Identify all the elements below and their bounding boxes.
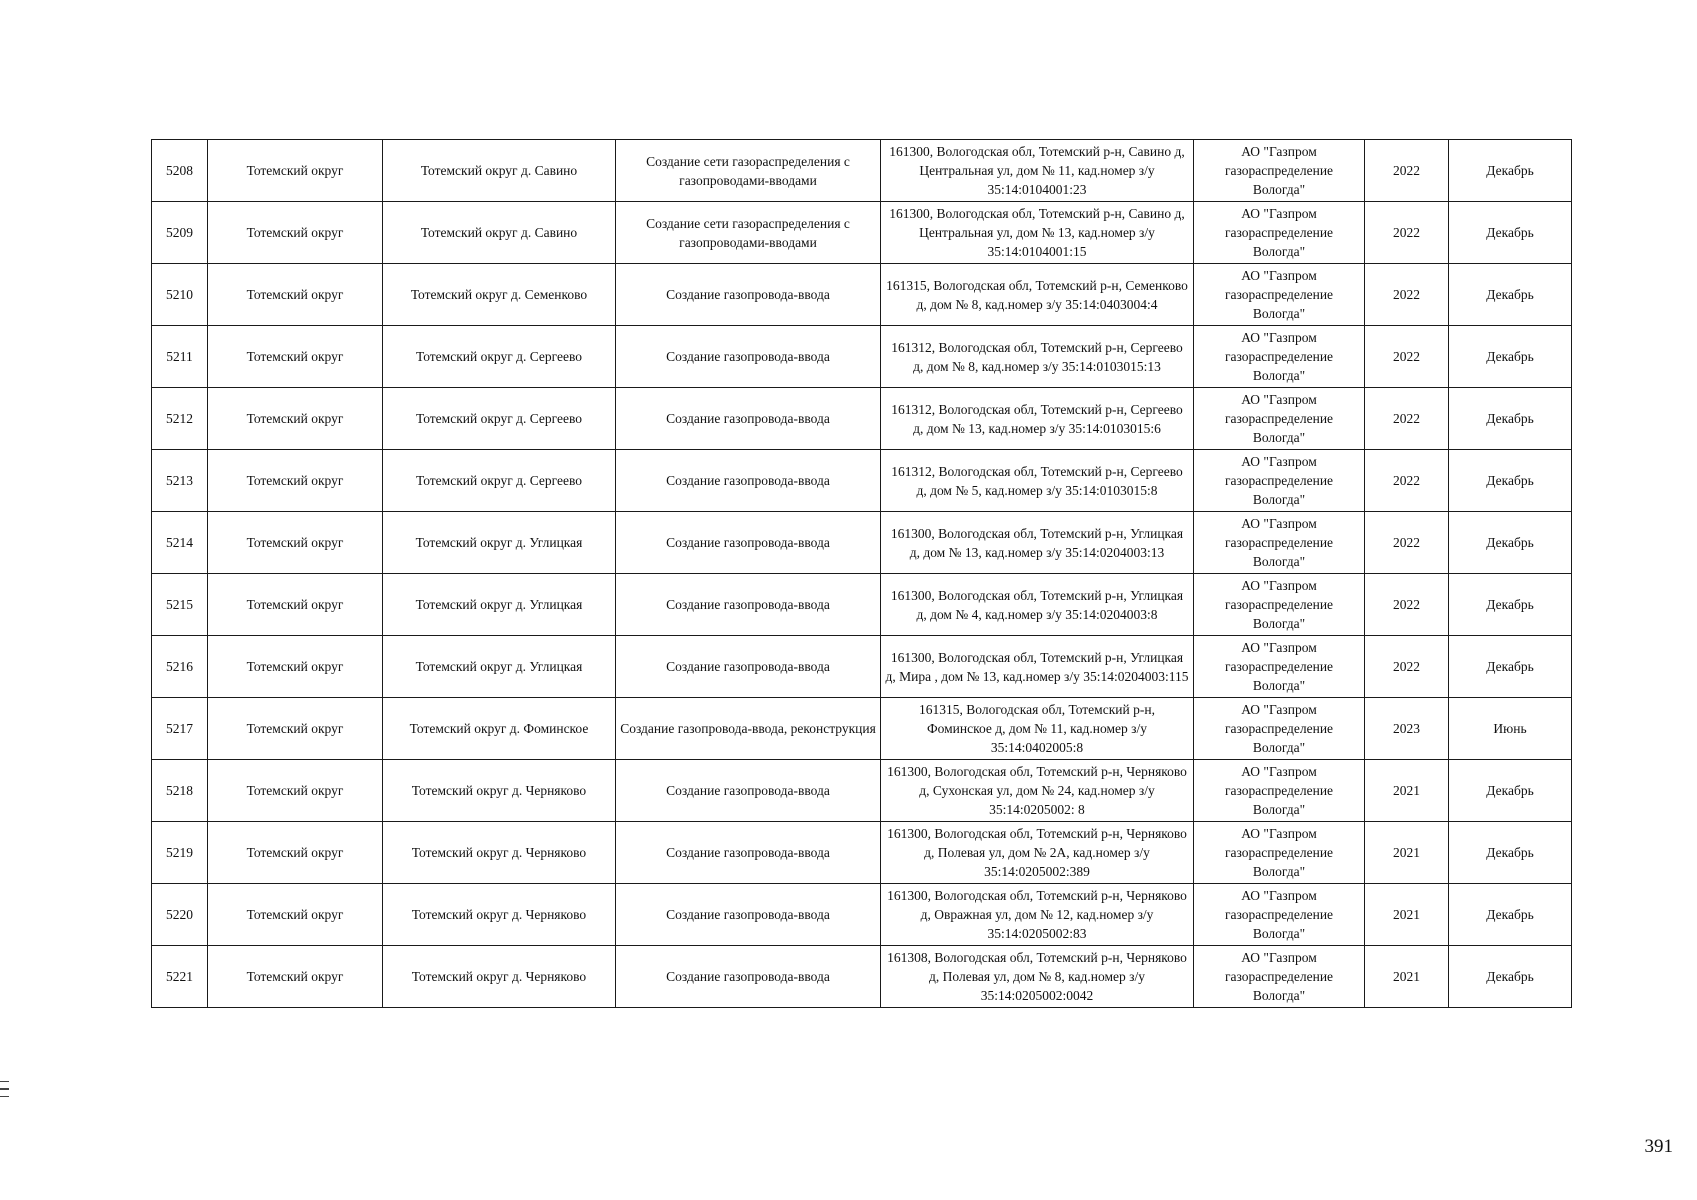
- cell-organization: АО "Газпром газораспределение Вологда": [1194, 450, 1365, 512]
- cell-district: Тотемский округ: [208, 698, 383, 760]
- cell-month: Декабрь: [1449, 202, 1572, 264]
- margin-marks: [0, 1081, 9, 1103]
- cell-address: 161300, Вологодская обл, Тотемский р-н, Савино д, Центральная ул, дом № 13, кад.номер з/у 35:14:0104001:15: [881, 202, 1194, 264]
- cell-year: 2022: [1365, 512, 1449, 574]
- cell-settlement: Тотемский округ д. Сергеево: [383, 326, 616, 388]
- cell-settlement: Тотемский округ д. Углицкая: [383, 636, 616, 698]
- cell-year: 2021: [1365, 822, 1449, 884]
- table-row: [152, 698, 1572, 760]
- cell-work-type: Создание газопровода-ввода: [616, 884, 881, 946]
- cell-organization: АО "Газпром газораспределение Вологда": [1194, 140, 1365, 202]
- cell-number: 5214: [152, 512, 208, 574]
- cell-number: 5219: [152, 822, 208, 884]
- cell-month: Декабрь: [1449, 946, 1572, 1008]
- cell-district: Тотемский округ: [208, 140, 383, 202]
- cell-work-type: Создание газопровода-ввода: [616, 636, 881, 698]
- cell-work-type: Создание газопровода-ввода: [616, 388, 881, 450]
- table-body: [152, 140, 1572, 1008]
- cell-organization: АО "Газпром газораспределение Вологда": [1194, 512, 1365, 574]
- cell-district: Тотемский округ: [208, 822, 383, 884]
- cell-year: 2021: [1365, 884, 1449, 946]
- cell-month: Декабрь: [1449, 512, 1572, 574]
- cell-settlement: Тотемский округ д. Черняково: [383, 760, 616, 822]
- cell-year: 2021: [1365, 946, 1449, 1008]
- cell-settlement: Тотемский округ д. Сергеево: [383, 450, 616, 512]
- cell-district: Тотемский округ: [208, 636, 383, 698]
- cell-number: 5218: [152, 760, 208, 822]
- cell-month: Декабрь: [1449, 884, 1572, 946]
- cell-month: Декабрь: [1449, 760, 1572, 822]
- cell-work-type: Создание газопровода-ввода: [616, 264, 881, 326]
- cell-organization: АО "Газпром газораспределение Вологда": [1194, 760, 1365, 822]
- cell-month: Декабрь: [1449, 636, 1572, 698]
- cell-work-type: Создание газопровода-ввода, реконструкция: [616, 698, 881, 760]
- cell-settlement: Тотемский округ д. Фоминское: [383, 698, 616, 760]
- cell-district: Тотемский округ: [208, 512, 383, 574]
- cell-address: 161300, Вологодская обл, Тотемский р-н, Черняково д, Сухонская ул, дом № 24, кад.номер з/у 35:14:0205002: 8: [881, 760, 1194, 822]
- cell-settlement: Тотемский округ д. Сергеево: [383, 388, 616, 450]
- cell-year: 2022: [1365, 388, 1449, 450]
- table-row: [152, 264, 1572, 326]
- cell-work-type: Создание газопровода-ввода: [616, 574, 881, 636]
- cell-year: 2022: [1365, 264, 1449, 326]
- gasification-table: [151, 139, 1572, 1008]
- table-row: [152, 512, 1572, 574]
- cell-month: Декабрь: [1449, 140, 1572, 202]
- cell-settlement: Тотемский округ д. Черняково: [383, 884, 616, 946]
- table-row: [152, 884, 1572, 946]
- cell-settlement: Тотемский округ д. Савино: [383, 202, 616, 264]
- cell-settlement: Тотемский округ д. Углицкая: [383, 512, 616, 574]
- cell-year: 2021: [1365, 760, 1449, 822]
- cell-number: 5216: [152, 636, 208, 698]
- cell-month: Декабрь: [1449, 264, 1572, 326]
- cell-address: 161300, Вологодская обл, Тотемский р-н, Черняково д, Овражная ул, дом № 12, кад.номер з/у 35:14:0205002:83: [881, 884, 1194, 946]
- cell-organization: АО "Газпром газораспределение Вологда": [1194, 884, 1365, 946]
- cell-year: 2022: [1365, 140, 1449, 202]
- cell-work-type: Создание газопровода-ввода: [616, 450, 881, 512]
- cell-district: Тотемский округ: [208, 202, 383, 264]
- cell-address: 161312, Вологодская обл, Тотемский р-н, Сергеево д, дом № 5, кад.номер з/у 35:14:0103015:8: [881, 450, 1194, 512]
- table-row: [152, 388, 1572, 450]
- cell-district: Тотемский округ: [208, 946, 383, 1008]
- cell-settlement: Тотемский округ д. Семенково: [383, 264, 616, 326]
- cell-work-type: Создание газопровода-ввода: [616, 326, 881, 388]
- cell-district: Тотемский округ: [208, 450, 383, 512]
- cell-organization: АО "Газпром газораспределение Вологда": [1194, 202, 1365, 264]
- cell-number: 5209: [152, 202, 208, 264]
- cell-work-type: Создание газопровода-ввода: [616, 946, 881, 1008]
- cell-district: Тотемский округ: [208, 388, 383, 450]
- table-row: [152, 946, 1572, 1008]
- cell-year: 2022: [1365, 636, 1449, 698]
- cell-organization: АО "Газпром газораспределение Вологда": [1194, 822, 1365, 884]
- cell-year: 2022: [1365, 450, 1449, 512]
- cell-year: 2022: [1365, 202, 1449, 264]
- cell-number: 5221: [152, 946, 208, 1008]
- cell-address: 161300, Вологодская обл, Тотемский р-н, Черняково д, Полевая ул, дом № 2А, кад.номер з/у 35:14:0205002:389: [881, 822, 1194, 884]
- cell-address: 161312, Вологодская обл, Тотемский р-н, Сергеево д, дом № 8, кад.номер з/у 35:14:0103015:13: [881, 326, 1194, 388]
- cell-organization: АО "Газпром газораспределение Вологда": [1194, 326, 1365, 388]
- table-row: [152, 760, 1572, 822]
- cell-month: Декабрь: [1449, 450, 1572, 512]
- cell-organization: АО "Газпром газораспределение Вологда": [1194, 636, 1365, 698]
- cell-work-type: Создание газопровода-ввода: [616, 760, 881, 822]
- cell-settlement: Тотемский округ д. Черняково: [383, 946, 616, 1008]
- cell-number: 5210: [152, 264, 208, 326]
- table-row: [152, 140, 1572, 202]
- cell-number: 5208: [152, 140, 208, 202]
- cell-number: 5220: [152, 884, 208, 946]
- cell-year: 2023: [1365, 698, 1449, 760]
- cell-work-type: Создание газопровода-ввода: [616, 512, 881, 574]
- cell-work-type: Создание газопровода-ввода: [616, 822, 881, 884]
- cell-number: 5213: [152, 450, 208, 512]
- cell-address: 161300, Вологодская обл, Тотемский р-н, Углицкая д, дом № 4, кад.номер з/у 35:14:0204003:8: [881, 574, 1194, 636]
- cell-organization: АО "Газпром газораспределение Вологда": [1194, 946, 1365, 1008]
- cell-organization: АО "Газпром газораспределение Вологда": [1194, 264, 1365, 326]
- cell-number: 5212: [152, 388, 208, 450]
- cell-address: 161300, Вологодская обл, Тотемский р-н, Углицкая д, дом № 13, кад.номер з/у 35:14:0204003:13: [881, 512, 1194, 574]
- cell-district: Тотемский округ: [208, 760, 383, 822]
- table-row: [152, 574, 1572, 636]
- cell-organization: АО "Газпром газораспределение Вологда": [1194, 574, 1365, 636]
- cell-district: Тотемский округ: [208, 884, 383, 946]
- cell-month: Июнь: [1449, 698, 1572, 760]
- cell-address: 161308, Вологодская обл, Тотемский р-н, Черняково д, Полевая ул, дом № 8, кад.номер з/у 35:14:0205002:0042: [881, 946, 1194, 1008]
- page-number: 391: [1644, 1136, 1673, 1157]
- table-row: [152, 326, 1572, 388]
- cell-settlement: Тотемский округ д. Черняково: [383, 822, 616, 884]
- cell-work-type: Создание сети газораспределения с газопроводами-вводами: [616, 202, 881, 264]
- cell-address: 161315, Вологодская обл, Тотемский р-н, Семенково д, дом № 8, кад.номер з/у 35:14:0403004:4: [881, 264, 1194, 326]
- cell-district: Тотемский округ: [208, 574, 383, 636]
- cell-settlement: Тотемский округ д. Углицкая: [383, 574, 616, 636]
- cell-month: Декабрь: [1449, 388, 1572, 450]
- cell-organization: АО "Газпром газораспределение Вологда": [1194, 388, 1365, 450]
- table-row: [152, 636, 1572, 698]
- cell-month: Декабрь: [1449, 574, 1572, 636]
- cell-address: 161312, Вологодская обл, Тотемский р-н, Сергеево д, дом № 13, кад.номер з/у 35:14:0103015:6: [881, 388, 1194, 450]
- cell-number: 5217: [152, 698, 208, 760]
- cell-district: Тотемский округ: [208, 326, 383, 388]
- cell-number: 5215: [152, 574, 208, 636]
- cell-month: Декабрь: [1449, 326, 1572, 388]
- cell-month: Декабрь: [1449, 822, 1572, 884]
- cell-organization: АО "Газпром газораспределение Вологда": [1194, 698, 1365, 760]
- cell-address: 161300, Вологодская обл, Тотемский р-н, Савино д, Центральная ул, дом № 11, кад.номер з/у 35:14:0104001:23: [881, 140, 1194, 202]
- cell-number: 5211: [152, 326, 208, 388]
- table-row: [152, 450, 1572, 512]
- cell-address: 161315, Вологодская обл, Тотемский р-н, Фоминское д, дом № 11, кад.номер з/у 35:14:0402005:8: [881, 698, 1194, 760]
- cell-work-type: Создание сети газораспределения с газопроводами-вводами: [616, 140, 881, 202]
- table-row: [152, 822, 1572, 884]
- cell-address: 161300, Вологодская обл, Тотемский р-н, Углицкая д, Мира , дом № 13, кад.номер з/у 35:14:0204003:115: [881, 636, 1194, 698]
- cell-year: 2022: [1365, 326, 1449, 388]
- table-row: [152, 202, 1572, 264]
- cell-year: 2022: [1365, 574, 1449, 636]
- cell-district: Тотемский округ: [208, 264, 383, 326]
- cell-settlement: Тотемский округ д. Савино: [383, 140, 616, 202]
